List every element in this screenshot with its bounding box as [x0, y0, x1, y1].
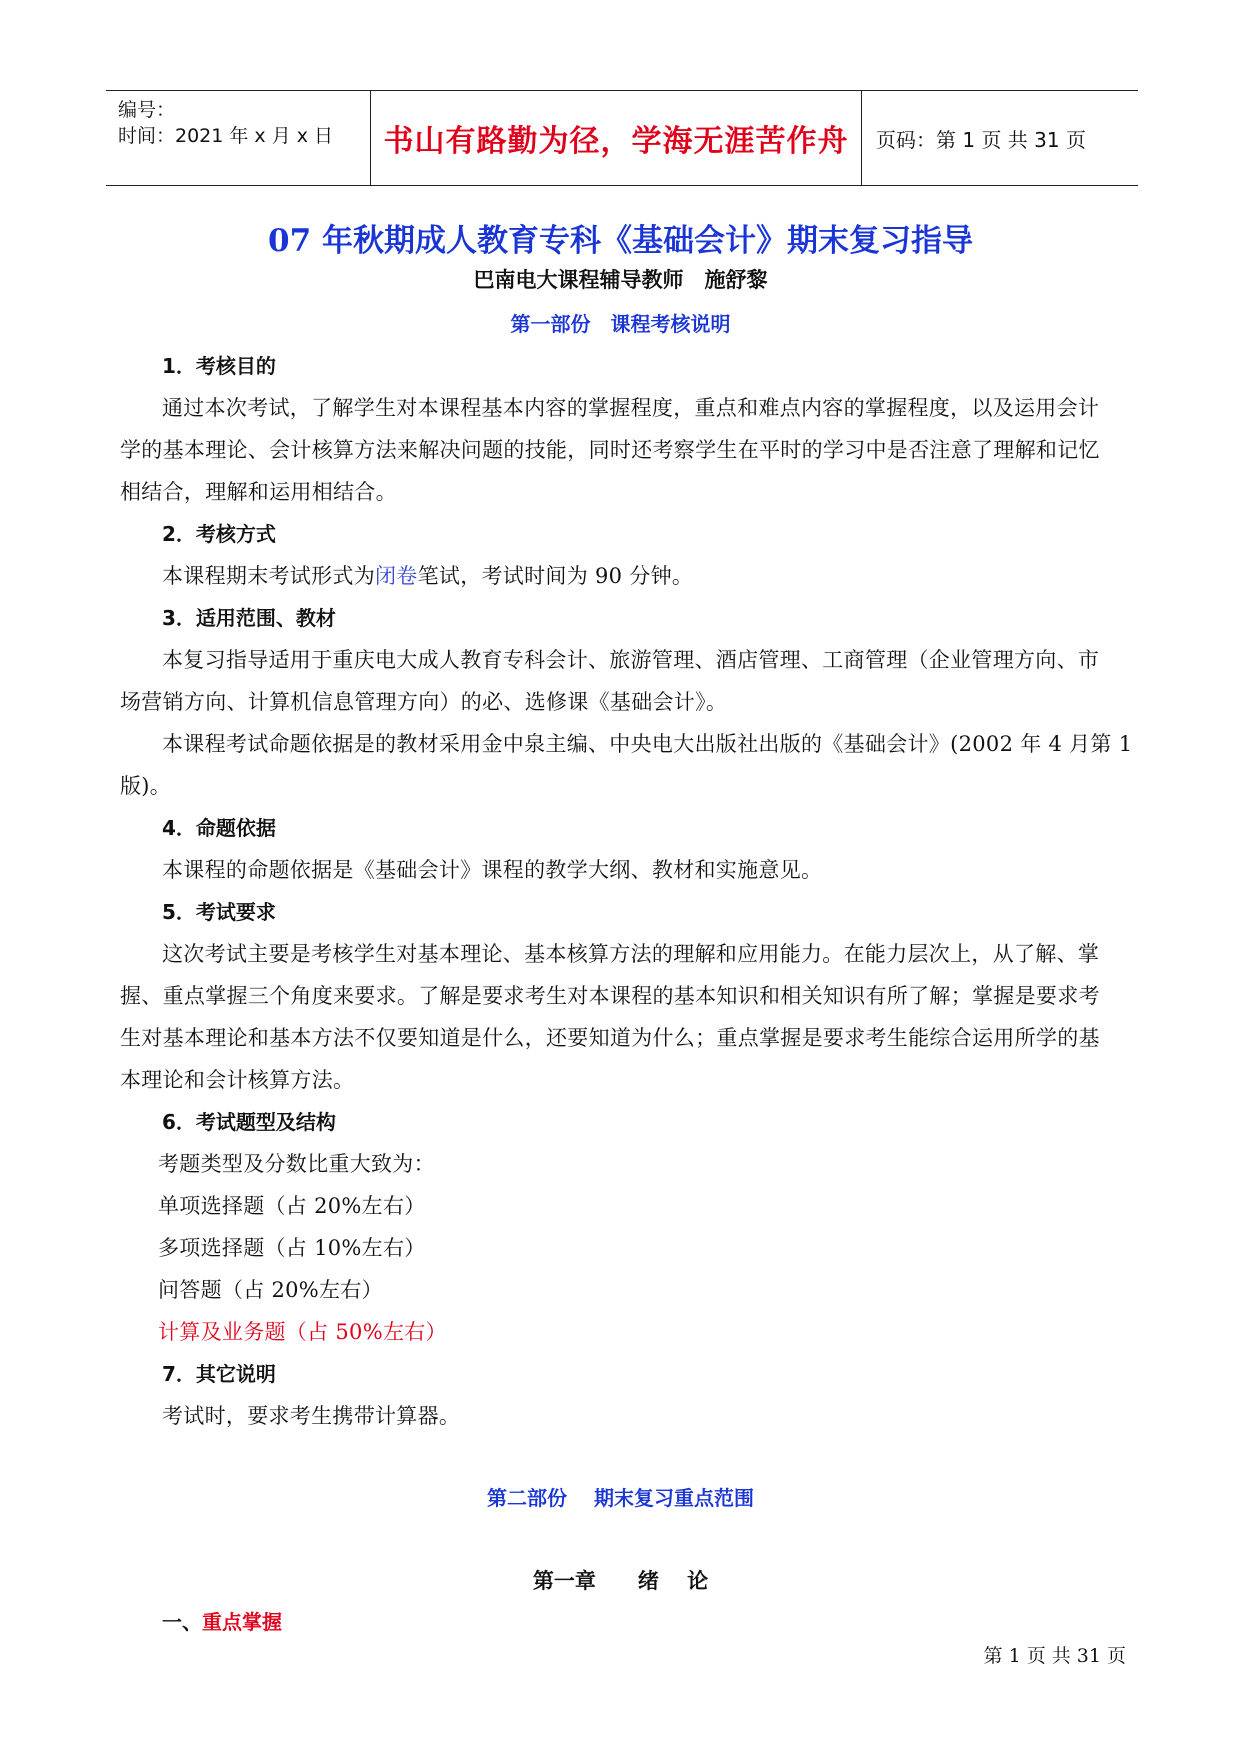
section3-para-line1: 本复习指导适用于重庆电大成人教育专科会计、旅游管理、酒店管理、工商管理（企业管理方向、市: [162, 648, 1100, 672]
chapter1-subheading-prefix: 一、: [162, 1610, 202, 1634]
chapter1-subheading-label: 重点掌握: [202, 1610, 282, 1634]
exam-type-calculation: 计算及业务题（占 50%左右）: [158, 1320, 447, 1344]
header-motto: 书山有路勤为径，学海无涯苦作舟: [383, 124, 849, 159]
section4-para: 本课程的命题依据是《基础会计》课程的教学大纲、教材和实施意见。: [162, 858, 823, 882]
closed-book-link[interactable]: 闭卷: [375, 564, 418, 588]
section5-para-line1: 这次考试主要是考核学生对基本理论、基本核算方法的理解和应用能力。在能力层次上，从了解、掌: [162, 942, 1100, 966]
header-page-cell: [862, 91, 1152, 185]
header-motto-cell: [370, 91, 862, 185]
page-footer: 第 1 页 共 31 页: [983, 1645, 1126, 1667]
exam-type-single-choice: 单项选择题（占 20%左右）: [158, 1194, 426, 1218]
exam-type-multi-choice: 多项选择题（占 10%左右）: [158, 1236, 426, 1260]
section2-heading: 2．考核方式: [162, 522, 276, 546]
section1-heading: 1．考核目的: [162, 354, 276, 378]
section5-para-line4: 本理论和会计核算方法。: [120, 1068, 355, 1092]
document-title: 07 年秋期成人教育专科《基础会计》期末复习指导: [268, 223, 973, 259]
header-page-info: 页码：第 1 页 共 31 页: [876, 127, 1086, 152]
section3-heading: 3．适用范围、教材: [162, 606, 336, 630]
section1-para-line3: 相结合，理解和运用相结合。: [120, 480, 397, 504]
part2-heading: 第二部份 期末复习重点范围: [487, 1486, 754, 1510]
section2-text-post: 笔试，考试时间为 90 分钟。: [417, 564, 694, 588]
document-number-label: 编号：: [118, 99, 176, 121]
page-header-table: [106, 90, 1138, 186]
exam-type-essay: 问答题（占 20%左右）: [158, 1278, 383, 1302]
section1-para-line1: 通过本次考试，了解学生对本课程基本内容的掌握程度，重点和难点内容的掌握程度，以及运用会计: [162, 396, 1100, 420]
section6-heading: 6．考试题型及结构: [162, 1110, 336, 1134]
section1-para-line2: 学的基本理论、会计核算方法来解决问题的技能，同时还考察学生在平时的学习中是否注意了理解和记忆: [120, 438, 1100, 462]
section5-para-line3: 生对基本理论和基本方法不仅要知道是什么，还要知道为什么；重点掌握是要求考生能综合运用所学的基: [120, 1026, 1100, 1050]
document-time-label: 时间：2021 年 x 月 x 日: [118, 125, 334, 147]
section2-text-pre: 本课程期末考试形式为: [162, 564, 375, 588]
section7-heading: 7．其它说明: [162, 1362, 276, 1386]
section3-para-line2: 场营销方向、计算机信息管理方向）的必、选修课《基础会计》。: [120, 690, 728, 714]
chapter1-subheading: [162, 1606, 282, 1635]
section2-para: [162, 560, 693, 590]
header-left-cell: [106, 91, 370, 185]
part1-heading: 第一部份 课程考核说明: [510, 312, 731, 336]
section3-para-line4: 版)。: [120, 774, 172, 798]
section4-heading: 4．命题依据: [162, 816, 276, 840]
section7-para: 考试时，要求考生携带计算器。: [162, 1404, 461, 1428]
section3-para-line3: 本课程考试命题依据是的教材采用金中泉主编、中央电大出版社出版的《基础会计》(2002 年 4 月第 1: [162, 732, 1133, 756]
section5-heading: 5．考试要求: [162, 900, 276, 924]
section5-para-line2: 握、重点掌握三个角度来要求。了解是要求考生对本课程的基本知识和相关知识有所了解；掌握是要求考: [120, 984, 1100, 1008]
document-author: 巴南电大课程辅导教师 施舒黎: [473, 268, 768, 292]
chapter1-heading: 第一章 绪 论: [532, 1569, 709, 1593]
section6-intro: 考题类型及分数比重大致为：: [158, 1152, 435, 1176]
